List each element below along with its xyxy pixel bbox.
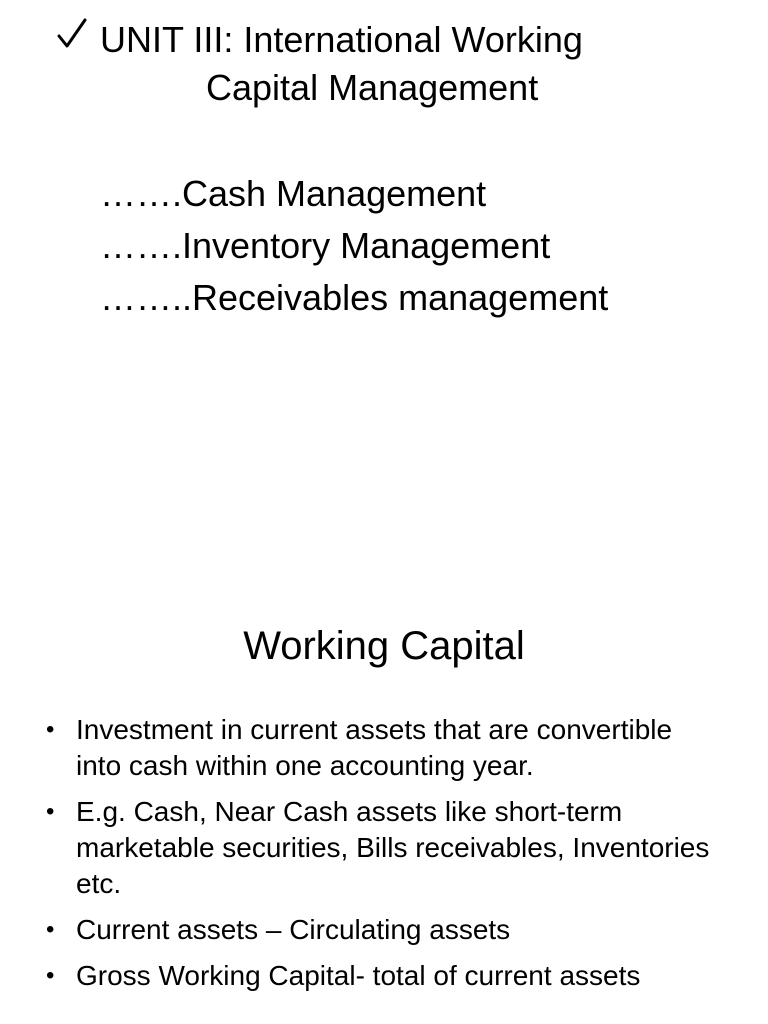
bullet-text: Gross Working Capital- total of current assets — [76, 960, 641, 991]
slide-working-capital — [0, 600, 768, 1024]
unit-title-line-1: UNIT III: International Working — [100, 19, 583, 60]
check-icon — [56, 14, 88, 54]
bullet-item — [44, 794, 724, 902]
slide-title: Working Capital — [243, 624, 525, 668]
bullet-text: Investment in current assets that are convertible into cash within one accounting year. — [76, 714, 673, 781]
unit-title-line-2: Capital Management — [206, 67, 539, 108]
bullet-icon: • — [46, 962, 55, 989]
bullet-text: Current assets – Circulating assets — [76, 914, 511, 945]
topic-item-cash: …….Cash Management — [100, 173, 487, 214]
topic-item-inventory: …….Inventory Management — [100, 225, 551, 266]
bullet-item — [44, 912, 724, 948]
unit-title — [100, 16, 660, 112]
bullet-item — [44, 712, 724, 784]
bullet-text: E.g. Cash, Near Cash assets like short-term marketable securities, Bills receivables, Inventories etc. — [76, 796, 710, 899]
bullet-list — [44, 712, 724, 1004]
bullet-icon: • — [46, 798, 55, 825]
bullet-item — [44, 958, 724, 994]
topic-item-receivables: ……..Receivables management — [100, 277, 609, 318]
topic-list — [100, 168, 608, 324]
bullet-icon: • — [46, 716, 55, 743]
bullet-icon: • — [46, 916, 55, 943]
